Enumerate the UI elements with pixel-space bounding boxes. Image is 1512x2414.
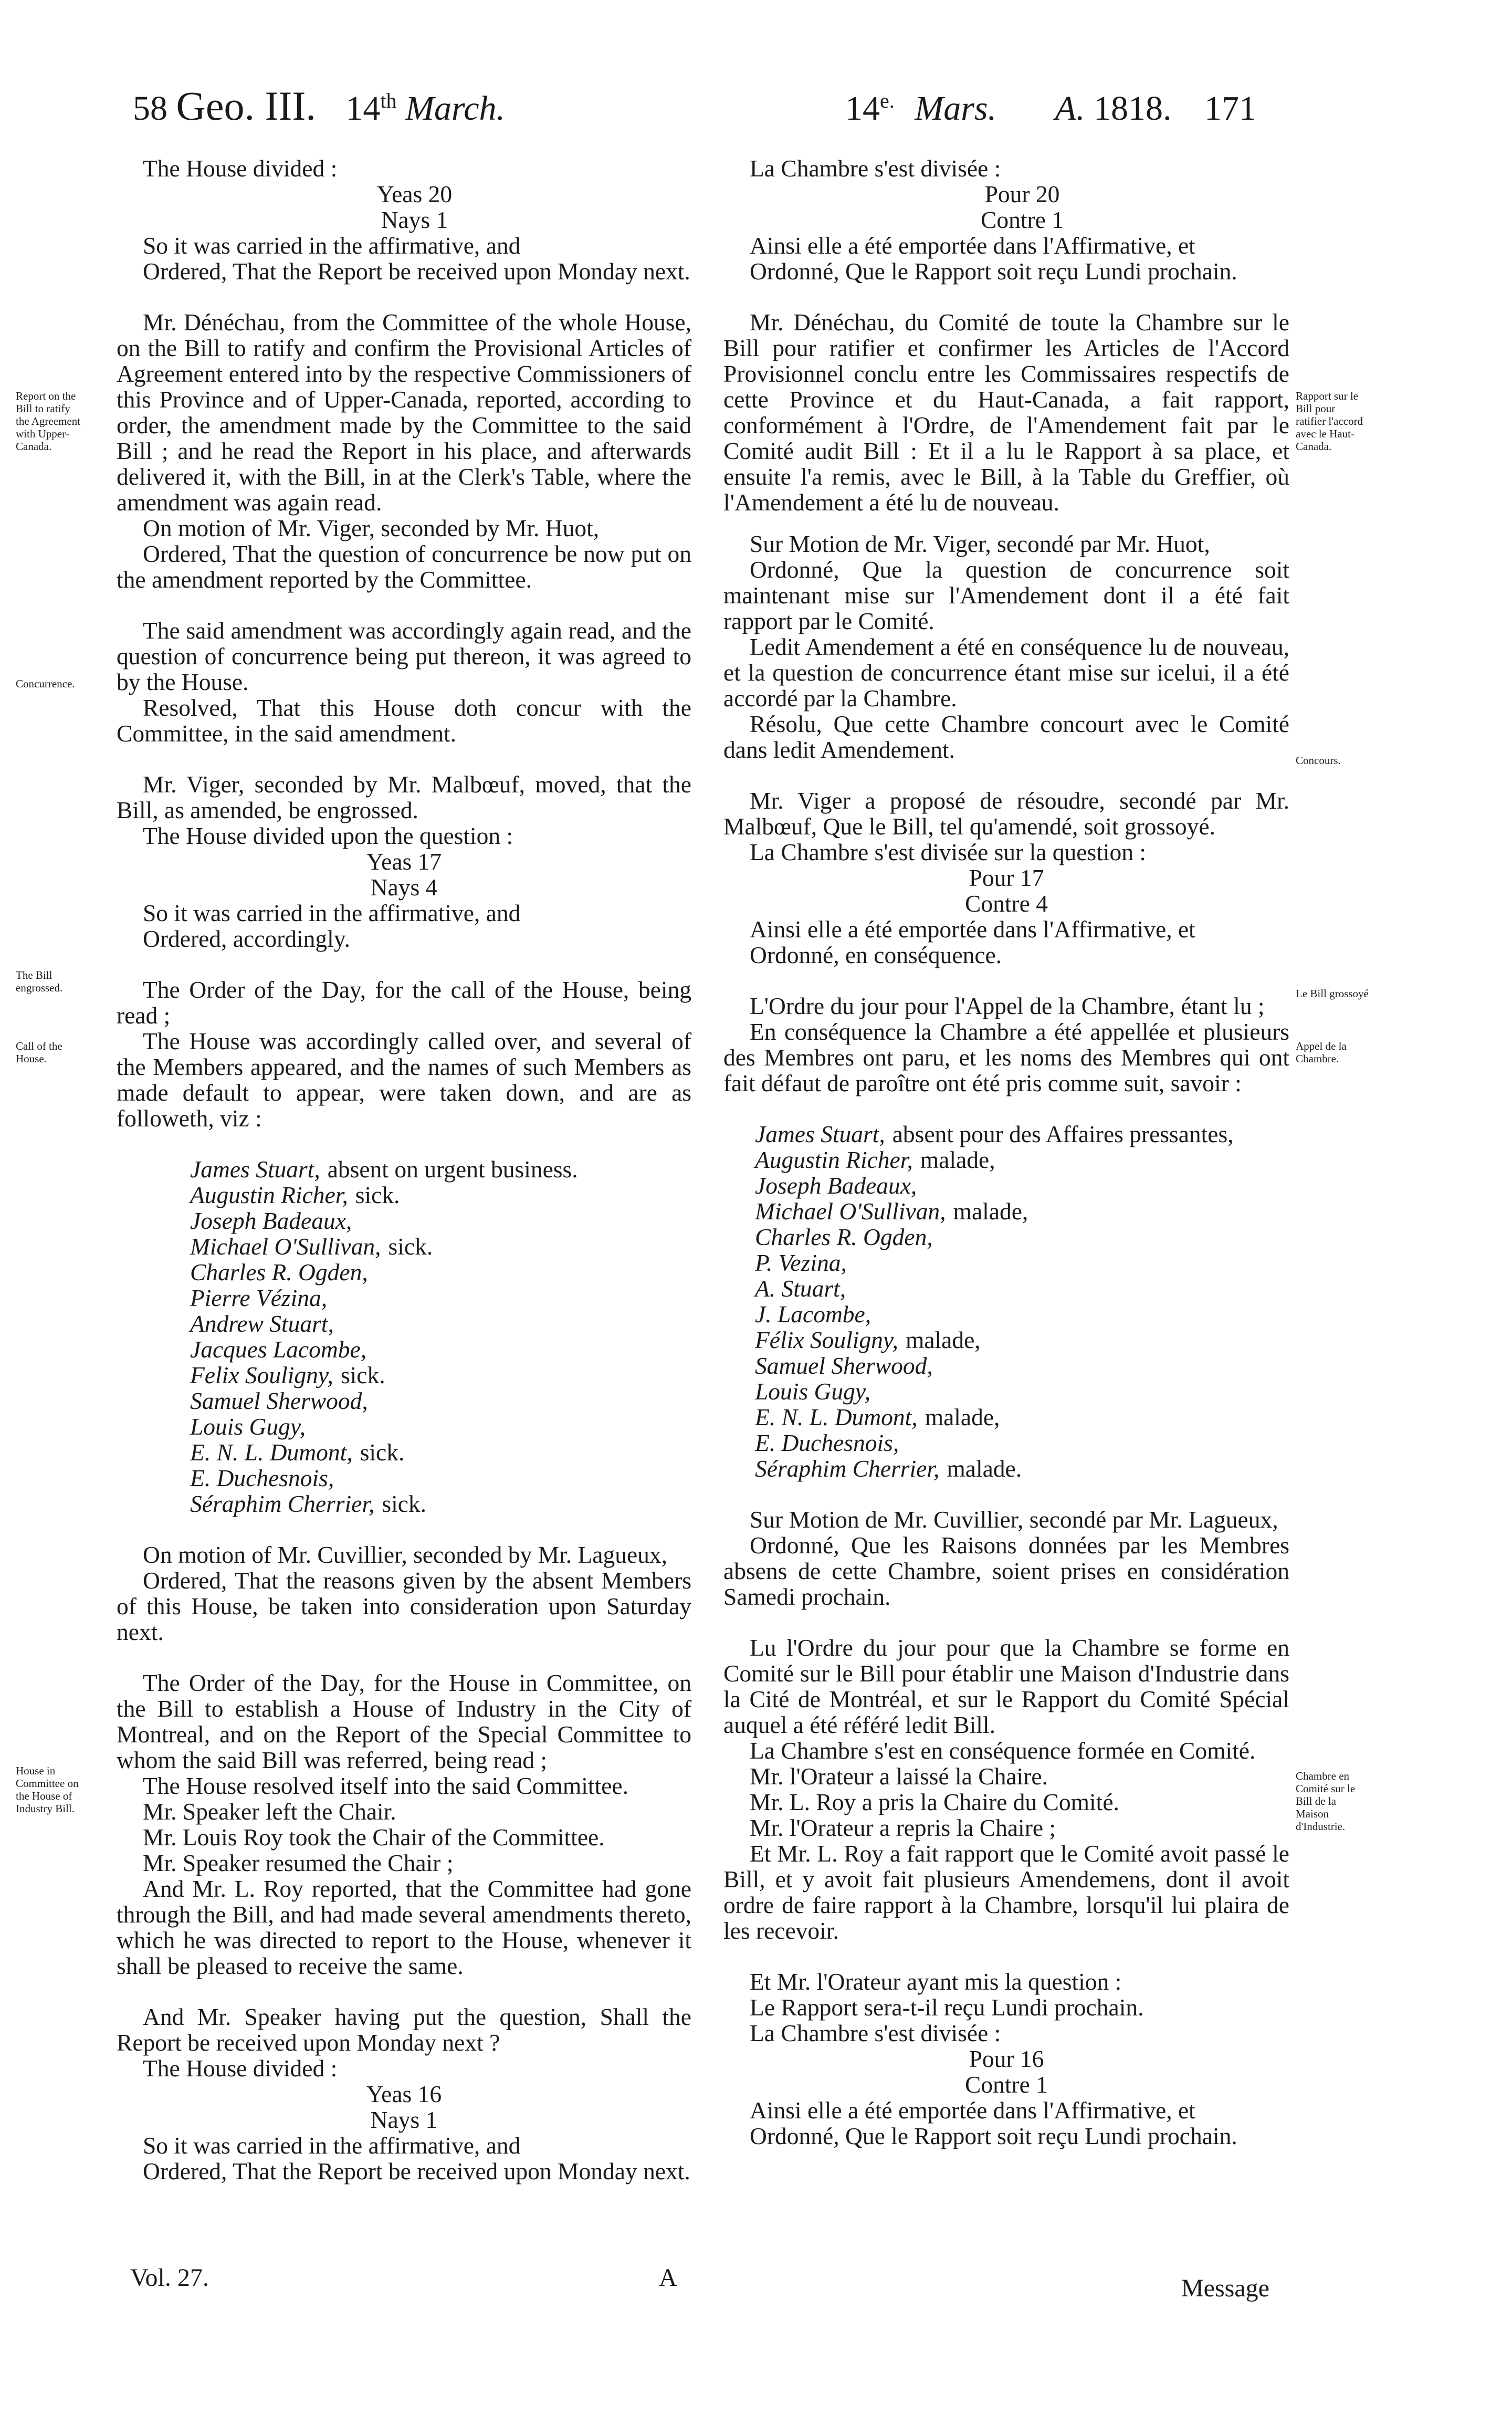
roy-reported-fr: Et Mr. L. Roy a fait rapport que le Comité avoit passé le Bill, et y avoit fait plusieurs Amendemens, dont il avoit ordre de faire rapport à la Chambre, lorsqu'il lui plaira de les recevoir. bbox=[723, 1840, 1289, 1944]
member-name: Séraphim Cherrier, bbox=[755, 1455, 940, 1482]
catchword: Message bbox=[1181, 2274, 1269, 2302]
roy-reported: And Mr. L. Roy reported, that the Committee had gone through the Bill, and had made several amendments thereto, which he was directed to report to the House, whenever it shall be pleased to receive the same. bbox=[117, 1875, 691, 1979]
absent-member bbox=[190, 1208, 691, 1234]
absent-member bbox=[755, 1250, 1289, 1276]
absent-member bbox=[190, 1388, 691, 1414]
carried-3: So it was carried in the affirmative, and bbox=[143, 2132, 521, 2159]
member-name: Joseph Badeaux, bbox=[190, 1207, 352, 1234]
ordered-concurrence: Ordered, That the question of concurrence be now put on the amendment reported by the Committee. bbox=[117, 540, 691, 593]
yeas-2: Yeas 17 bbox=[366, 848, 442, 875]
member-name: Joseph Badeaux, bbox=[755, 1172, 917, 1199]
division-2: The House divided upon the question : bbox=[143, 822, 513, 849]
speaker-question: And Mr. Speaker having put the question, Shall the Report be received upon Monday next ? bbox=[117, 2003, 691, 2056]
member-name: E. N. L. Dumont, bbox=[190, 1439, 353, 1466]
signature-mark: A bbox=[659, 2264, 677, 2292]
absent-member bbox=[755, 1327, 1289, 1353]
carried-2-fr: Ainsi elle a été emportée dans l'Affirmative, et bbox=[750, 916, 1195, 943]
amendment-read-fr: Ledit Amendement a été en conséquence lu de nouveau, et la question de concurrence étant mise sur icelui, il a été accordé par la Chambre. bbox=[723, 633, 1289, 712]
margin-note-concurrence-en: Concurrence. bbox=[16, 677, 75, 690]
french-column bbox=[723, 155, 1289, 2149]
division-3-fr: La Chambre s'est divisée : bbox=[750, 2020, 1001, 2046]
speaker-left: Mr. Speaker left the Chair. bbox=[143, 1798, 396, 1825]
ordered-2-fr: Ordonné, en conséquence. bbox=[750, 942, 1002, 968]
roy-chair: Mr. Louis Roy took the Chair of the Committee. bbox=[143, 1824, 605, 1851]
margin-note-engrossed-fr: Le Bill grossoyé bbox=[1296, 987, 1369, 1000]
amendment-read: The said amendment was accordingly again read, and the question of concurrence being put thereon, it was agreed to by the House. bbox=[117, 617, 691, 695]
absent-member bbox=[190, 1182, 691, 1208]
absent-member bbox=[190, 1311, 691, 1336]
ordered-3-fr: Ordonné, Que le Rapport soit reçu Lundi prochain. bbox=[750, 2123, 1237, 2149]
absent-member bbox=[755, 1224, 1289, 1250]
absent-member bbox=[190, 1414, 691, 1439]
member-name: Felix Souligny, bbox=[190, 1362, 333, 1388]
absent-member bbox=[190, 1491, 691, 1517]
page-number: 171 bbox=[1204, 89, 1256, 128]
absent-member bbox=[755, 1173, 1289, 1198]
member-name: E. Duchesnois, bbox=[755, 1429, 899, 1456]
header-month: March. bbox=[405, 89, 506, 128]
absent-member bbox=[190, 1285, 691, 1311]
absent-member bbox=[755, 1121, 1289, 1147]
member-status: malade, bbox=[920, 1146, 995, 1173]
called-over: The House was accordingly called over, and several of the Members appeared, and the names of such Members as made default to appear, were taken down, and are as followeth, viz : bbox=[117, 1028, 691, 1132]
nays-2: Nays 4 bbox=[370, 874, 438, 901]
member-name: James Stuart, bbox=[755, 1121, 885, 1147]
division-1: The House divided : bbox=[143, 155, 338, 182]
member-status: malade, bbox=[905, 1326, 981, 1353]
pour-3: Pour 16 bbox=[969, 2045, 1044, 2072]
member-name: Jacques Lacombe, bbox=[190, 1336, 367, 1363]
header-day-suffix-fr: e. bbox=[880, 89, 895, 112]
absent-member bbox=[190, 1362, 691, 1388]
division-3: The House divided : bbox=[143, 2055, 338, 2082]
nays-1: Nays 1 bbox=[381, 206, 448, 233]
margin-note-call-en: Call of the House. bbox=[16, 1040, 62, 1065]
carried-2: So it was carried in the affirmative, and bbox=[143, 900, 521, 926]
absent-member bbox=[190, 1156, 691, 1182]
header-right bbox=[845, 80, 1256, 130]
member-name: Samuel Sherwood, bbox=[190, 1387, 368, 1414]
speaker-left-fr: Mr. l'Orateur a laissé la Chaire. bbox=[750, 1763, 1048, 1790]
member-status: sick. bbox=[388, 1233, 433, 1260]
member-name: Séraphim Cherrier, bbox=[190, 1490, 375, 1517]
report-paragraph: Mr. Dénéchau, from the Committee of the whole House, on the Bill to ratify and confirm the Provisional Articles of Agreement entered into by the respective Commissioners of this Province and of Upper-Canada, reported, according to order, the amendment made by the Committee to the said Bill ; and he read the Report in his place, and afterwards delivered it, with the Bill, in at the Clerk's Table, where the amendment was again read. bbox=[117, 309, 691, 516]
absent-member bbox=[755, 1276, 1289, 1301]
header-month-fr: Mars. bbox=[915, 89, 997, 128]
ordered-concurrence-fr: Ordonné, Que la question de concurrence soit maintenant mise sur l'Amendement dont il a été fait rapport par le Comité. bbox=[723, 556, 1289, 634]
header-left bbox=[133, 80, 505, 130]
member-name: E. Duchesnois, bbox=[190, 1465, 334, 1491]
absent-member bbox=[755, 1353, 1289, 1378]
ordered-2: Ordered, accordingly. bbox=[143, 925, 350, 952]
member-name: Augustin Richer, bbox=[190, 1182, 348, 1208]
reign: Geo. III. bbox=[176, 83, 316, 129]
absent-member bbox=[755, 1147, 1289, 1173]
year: 1818. bbox=[1093, 89, 1172, 128]
member-status: sick. bbox=[360, 1439, 405, 1466]
order-call-house: The Order of the Day, for the call of the House, being read ; bbox=[117, 976, 691, 1029]
member-name: Charles R. Ogden, bbox=[190, 1259, 368, 1286]
motion-viger-fr: Sur Motion de Mr. Viger, secondé par Mr. Huot, bbox=[750, 530, 1210, 557]
motion-viger: On motion of Mr. Viger, seconded by Mr. Huot, bbox=[143, 515, 600, 541]
margin-note-concurrence-fr: Concours. bbox=[1296, 754, 1341, 767]
member-status: malade. bbox=[947, 1455, 1022, 1482]
member-name: Andrew Stuart, bbox=[190, 1310, 334, 1337]
member-name: Louis Gugy, bbox=[190, 1413, 306, 1440]
resolved-committee: The House resolved itself into the said Committee. bbox=[143, 1772, 628, 1799]
nays-3: Nays 1 bbox=[370, 2106, 438, 2133]
absent-member bbox=[190, 1259, 691, 1285]
margin-note-industry-en: House in Committee on the House of Industry Bill. bbox=[16, 1764, 79, 1815]
member-status: sick. bbox=[340, 1362, 385, 1388]
absent-members-list-fr bbox=[723, 1121, 1289, 1481]
motion-engross-fr: Mr. Viger a proposé de résoudre, secondé par Mr. Malbœuf, Que le Bill, tel qu'amendé, soit grossoyé. bbox=[723, 787, 1289, 840]
english-column bbox=[117, 155, 691, 2184]
member-status: malade, bbox=[953, 1198, 1028, 1225]
contre-2: Contre 4 bbox=[965, 890, 1048, 917]
order-industry-fr: Lu l'Ordre du jour pour que la Chambre se forme en Comité sur le Bill pour établir une Maison d'Industrie dans la Cité de Montréal, et sur le Rapport du Comité Spécial auquel a été référé ledit Bill. bbox=[723, 1634, 1289, 1738]
session-number: 58 bbox=[133, 89, 167, 128]
member-name: Samuel Sherwood, bbox=[755, 1352, 933, 1379]
yeas-1: Yeas 20 bbox=[376, 181, 453, 207]
member-name: Charles R. Ogden, bbox=[755, 1224, 933, 1250]
order-industry: The Order of the Day, for the House in Committee, on the Bill to establish a House of Industry in the City of Montreal, and on the Report of the Special Committee to whom the said Bill was referred, being read ; bbox=[117, 1669, 691, 1773]
contre-1: Contre 1 bbox=[981, 206, 1064, 233]
absent-member bbox=[190, 1234, 691, 1259]
member-status: absent pour des Affaires pressantes, bbox=[892, 1121, 1234, 1147]
member-name: Louis Gugy, bbox=[755, 1378, 870, 1405]
member-name: Michael O'Sullivan, bbox=[190, 1233, 381, 1260]
member-name: Pierre Vézina, bbox=[190, 1284, 328, 1311]
absent-member bbox=[190, 1336, 691, 1362]
carried-1-fr: Ainsi elle a été emportée dans l'Affirmative, et bbox=[750, 232, 1195, 259]
anno: A. bbox=[1055, 89, 1085, 128]
pour-1: Pour 20 bbox=[984, 181, 1060, 207]
header-day: 14 bbox=[345, 89, 381, 128]
speaker-resumed-fr: Mr. l'Orateur a repris la Chaire ; bbox=[750, 1814, 1056, 1841]
member-name: P. Vezina, bbox=[755, 1249, 847, 1276]
header-day-fr: 14 bbox=[845, 89, 880, 128]
pour-2: Pour 17 bbox=[969, 864, 1044, 891]
carried-1: So it was carried in the affirmative, and bbox=[143, 232, 521, 259]
ordered-reasons: Ordered, That the reasons given by the absent Members of this House, be taken into consideration upon Saturday next. bbox=[117, 1567, 691, 1645]
ordered-1-fr: Ordonné, Que le Rapport soit reçu Lundi prochain. bbox=[750, 258, 1237, 285]
member-name: Félix Souligny, bbox=[755, 1326, 898, 1353]
motion-engross: Mr. Viger, seconded by Mr. Malbœuf, moved, that the Bill, as amended, be engrossed. bbox=[117, 771, 691, 823]
absent-member bbox=[755, 1404, 1289, 1430]
division-1-fr: La Chambre s'est divisée : bbox=[750, 155, 1001, 182]
yeas-3: Yeas 16 bbox=[366, 2081, 442, 2107]
ordered-3: Ordered, That the Report be received upon Monday next. bbox=[143, 2158, 690, 2185]
division-2-fr: La Chambre s'est divisée sur la question : bbox=[750, 839, 1146, 865]
carried-3-fr: Ainsi elle a été emportée dans l'Affirmative, et bbox=[750, 2097, 1195, 2124]
margin-note-report-en: Report on the Bill to ratify the Agreement with Upper-Canada. bbox=[16, 390, 81, 453]
member-status: absent on urgent business. bbox=[327, 1156, 578, 1183]
order-call-house-fr: L'Ordre du jour pour l'Appel de la Chambre, étant lu ; bbox=[750, 992, 1265, 1019]
absent-member bbox=[755, 1430, 1289, 1456]
margin-note-report-fr: Rapport sur le Bill pour ratifier l'accord avec le Haut-Canada. bbox=[1296, 390, 1363, 453]
absent-member bbox=[190, 1465, 691, 1491]
member-name: J. Lacombe, bbox=[755, 1301, 872, 1328]
absent-member bbox=[755, 1301, 1289, 1327]
member-name: E. N. L. Dumont, bbox=[755, 1404, 918, 1430]
speaker-question-fr: Et Mr. l'Orateur ayant mis la question : bbox=[750, 1968, 1122, 1995]
margin-note-call-fr: Appel de la Chambre. bbox=[1296, 1040, 1347, 1065]
absent-member bbox=[190, 1439, 691, 1465]
called-over-fr: En conséquence la Chambre a été appellée et plusieurs des Membres ont paru, et les noms des Membres qui ont fait défaut de paroître ont été pris comme suit, savoir : bbox=[723, 1018, 1289, 1096]
volume-number: Vol. 27. bbox=[130, 2264, 209, 2292]
absent-member bbox=[755, 1378, 1289, 1404]
ordered-reasons-fr: Ordonné, Que les Raisons données par les Membres absens de cette Chambre, soient prises en considération Samedi prochain. bbox=[723, 1532, 1289, 1610]
resolved: Resolved, That this House doth concur with the Committee, in the said amendment. bbox=[117, 694, 691, 747]
member-name: Michael O'Sullivan, bbox=[755, 1198, 946, 1225]
margin-note-engrossed-en: The Bill engrossed. bbox=[16, 969, 63, 994]
resolved-fr: Résolu, Que cette Chambre concourt avec le Comité dans ledit Amendement. bbox=[723, 710, 1289, 763]
absent-member bbox=[755, 1456, 1289, 1481]
roy-chair-fr: Mr. L. Roy a pris la Chaire du Comité. bbox=[750, 1789, 1119, 1815]
report-question-fr: Le Rapport sera-t-il reçu Lundi prochain. bbox=[750, 1994, 1144, 2021]
header-day-suffix: th bbox=[380, 89, 397, 112]
member-name: Augustin Richer, bbox=[755, 1146, 913, 1173]
member-status: sick. bbox=[355, 1182, 400, 1208]
speaker-resumed: Mr. Speaker resumed the Chair ; bbox=[143, 1849, 454, 1876]
resolved-committee-fr: La Chambre s'est en conséquence formée en Comité. bbox=[750, 1737, 1256, 1764]
absent-member bbox=[755, 1198, 1289, 1224]
ordered-1: Ordered, That the Report be received upon Monday next. bbox=[143, 258, 690, 285]
motion-cuvillier: On motion of Mr. Cuvillier, seconded by Mr. Lagueux, bbox=[143, 1541, 668, 1568]
margin-note-industry-fr: Chambre en Comité sur le Bill de la Maison d'Industrie. bbox=[1296, 1770, 1356, 1833]
absent-members-list bbox=[117, 1156, 691, 1517]
report-paragraph-fr: Mr. Dénéchau, du Comité de toute la Chambre sur le Bill pour ratifier et confirmer les Articles de l'Accord Provisionnel conclu entre les Commissaires respectifs de cette Province et du Haut-Canada, a fait rapport, conformément à l'Ordre, de l'Amendement fait par le Comité audit Bill : Et il a lu le Rapport à sa place, et ensuite l'a remis, avec le Bill, à la Table du Greffier, où l'Amendement a été lu de nouveau. bbox=[723, 309, 1289, 516]
contre-3: Contre 1 bbox=[965, 2071, 1048, 2098]
member-status: sick. bbox=[382, 1490, 427, 1517]
motion-cuvillier-fr: Sur Motion de Mr. Cuvillier, secondé par Mr. Lagueux, bbox=[750, 1506, 1278, 1533]
member-name: James Stuart, bbox=[190, 1156, 320, 1183]
member-status: malade, bbox=[925, 1404, 1000, 1430]
member-name: A. Stuart, bbox=[755, 1275, 846, 1302]
